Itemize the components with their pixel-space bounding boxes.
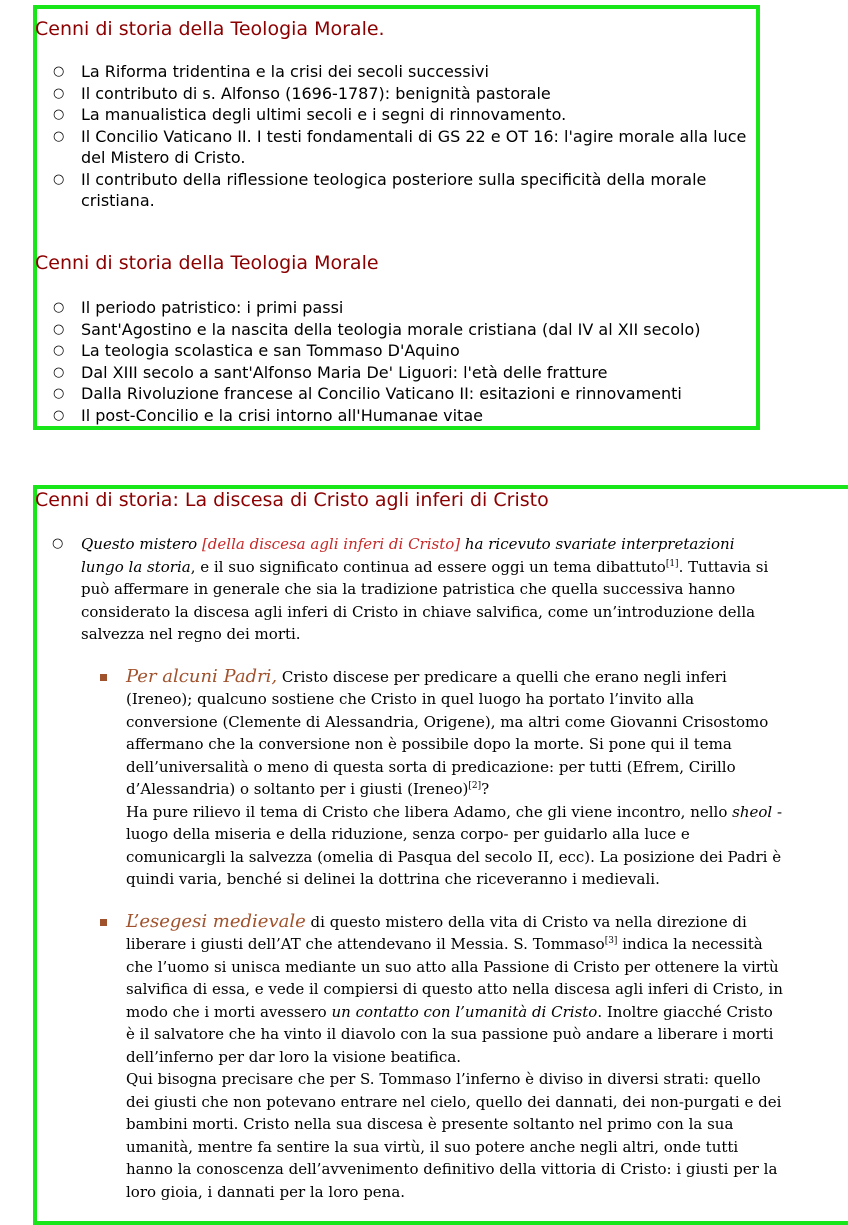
square-bullet-icon bbox=[100, 674, 107, 681]
circle-bullet-icon: ○ bbox=[53, 85, 65, 101]
square-bullet-icon bbox=[100, 919, 107, 926]
section-1-title: Cenni di storia della Teologia Morale. bbox=[35, 18, 385, 40]
section-3-body bbox=[35, 533, 786, 1203]
list-item: ○ Il contributo di s. Alfonso (1696-1787): benignità pastorale bbox=[53, 83, 551, 103]
list-item: ○ La manualistica degli ultimi secoli e i segni di rinnovamento. bbox=[53, 105, 567, 124]
list-item: ○ Il Concilio Vaticano II. I testi fondamentali di GS 22 e OT 16: l'agire morale alla luce del Mistero di Cristo. bbox=[53, 126, 747, 167]
outline-box-1 bbox=[33, 5, 760, 430]
subpoint-padri: Per alcuni Padri, Cristo discese per predicare a quelli che erano negli inferi (Ireneo); qualcuno sostiene che Cristo in quel luogo ha portato l’invito alla conversione (Clemente di Alessandria, Origene), ma altri come Giovanni Crisostomo affermano che la conversione non è possibile dopo la morte. Si pone qui il tema dell’universalità o meno di questa sorta di predicazione: per tutti (Efrem, Cirillo d’Alessandria) o soltanto per i giusti (Ireneo)[2]? Ha pure rilievo il tema di Cristo che libera Adamo, che gli viene incontro, nello sheol - luogo della miseria e della riduzione, senza corpo- per guidarlo alla luce e comunicargli la salvezza (omelia di Pasqua del secolo II, ecc). La posizione dei Padri è quindi varia, benché si delinei la dottrina che riceveranno i medievali. bbox=[35, 666, 786, 891]
circle-bullet-icon: ○ bbox=[53, 386, 65, 401]
list-item: ○ Il post-Concilio e la crisi intorno all'Humanae vitae bbox=[53, 405, 483, 425]
intro-paragraph: ○ Questo mistero [della discesa agli inferi di Cristo] ha ricevuto svariate interpretazioni lungo la storia, e il suo significato continua ad essere oggi un tema dibattuto[1]. Tuttavia si può affermare in generale che sia la tradizione patristica che quella successiva hanno considerato la discesa agli inferi di Cristo in chiave salvifica, come un’introduzione della salvezza nel regno dei morti. bbox=[52, 535, 769, 643]
section-2-list bbox=[35, 297, 755, 426]
list-item: ○ Sant'Agostino e la nascita della teologia morale cristiana (dal IV al XII secolo) bbox=[53, 319, 701, 339]
section-1-list bbox=[35, 61, 755, 212]
section-2-title: Cenni di storia della Teologia Morale bbox=[35, 252, 379, 274]
circle-bullet-icon: ○ bbox=[52, 536, 64, 551]
footnote-ref[interactable]: [2] bbox=[468, 781, 482, 791]
subpoint-lead: L’esegesi medievale bbox=[126, 910, 306, 932]
bracket-quote: [della discesa agli inferi di Cristo] bbox=[201, 535, 461, 553]
circle-bullet-icon: ○ bbox=[53, 407, 65, 423]
list-item: ○ La teologia scolastica e san Tommaso D'Aquino bbox=[53, 341, 460, 360]
subpoint-medievale: L’esegesi medievale di questo mistero della vita di Cristo va nella direzione di liberare i giusti dell’AT che attendevano il Messia. S. Tommaso[3] indica la necessità che l’uomo si unisca mediante un suo atto alla Passione di Cristo per ottenere la virtù salvifica di essa, e vede il compiersi di questo atto nella discesa agli inferi di Cristo, in modo che i morti avessero un contatto con l’umanità di Cristo. Inoltre giacché Cristo è il salvatore che ha vinto il diavolo con la sua passione può andare a liberare i morti dell’inferno per dar loro la visione beatifica. Qui bisogna precisare che per S. Tommaso l’inferno è diviso in diversi strati: quello dei giusti che non potevano entrare nel cielo, quello dei dannati, dei non-purgati e dei bambini morti. Cristo nella sua discesa è presente soltanto nel primo con la sua umanità, mentre fa sentire la sua virtù, il suo potere anche negli altri, onde tutti hanno la conoscenza dell’avvenimento definitivo della vittoria di Cristo: i giusti per la loro gioia, i dannati per la loro pena. bbox=[35, 911, 786, 1204]
section-3-title: Cenni di storia: La discesa di Cristo agli inferi di Cristo bbox=[35, 489, 549, 511]
outline-box-2 bbox=[33, 485, 848, 1225]
list-item: ○ Il periodo patristico: i primi passi bbox=[53, 298, 344, 317]
circle-bullet-icon: ○ bbox=[53, 128, 65, 144]
list-item: ○ Il contributo della riflessione teologica posteriore sulla specificità della morale cristiana. bbox=[53, 169, 707, 210]
circle-bullet-icon: ○ bbox=[53, 171, 65, 187]
circle-bullet-icon: ○ bbox=[53, 107, 65, 122]
list-item: ○ La Riforma tridentina e la crisi dei secoli successivi bbox=[53, 62, 489, 81]
footnote-ref[interactable]: [1] bbox=[665, 558, 679, 569]
circle-bullet-icon: ○ bbox=[53, 343, 65, 358]
circle-bullet-icon: ○ bbox=[53, 64, 65, 79]
circle-bullet-icon: ○ bbox=[53, 364, 65, 380]
circle-bullet-icon: ○ bbox=[53, 321, 65, 337]
list-item: ○ Dalla Rivoluzione francese al Concilio Vaticano II: esitazioni e rinnovamenti bbox=[53, 384, 682, 403]
list-item: ○ Dal XIII secolo a sant'Alfonso Maria De' Liguori: l'età delle fratture bbox=[53, 362, 608, 382]
footnote-ref[interactable]: [3] bbox=[604, 936, 618, 946]
subpoint-lead: Per alcuni Padri, bbox=[126, 665, 278, 687]
circle-bullet-icon: ○ bbox=[53, 300, 65, 315]
